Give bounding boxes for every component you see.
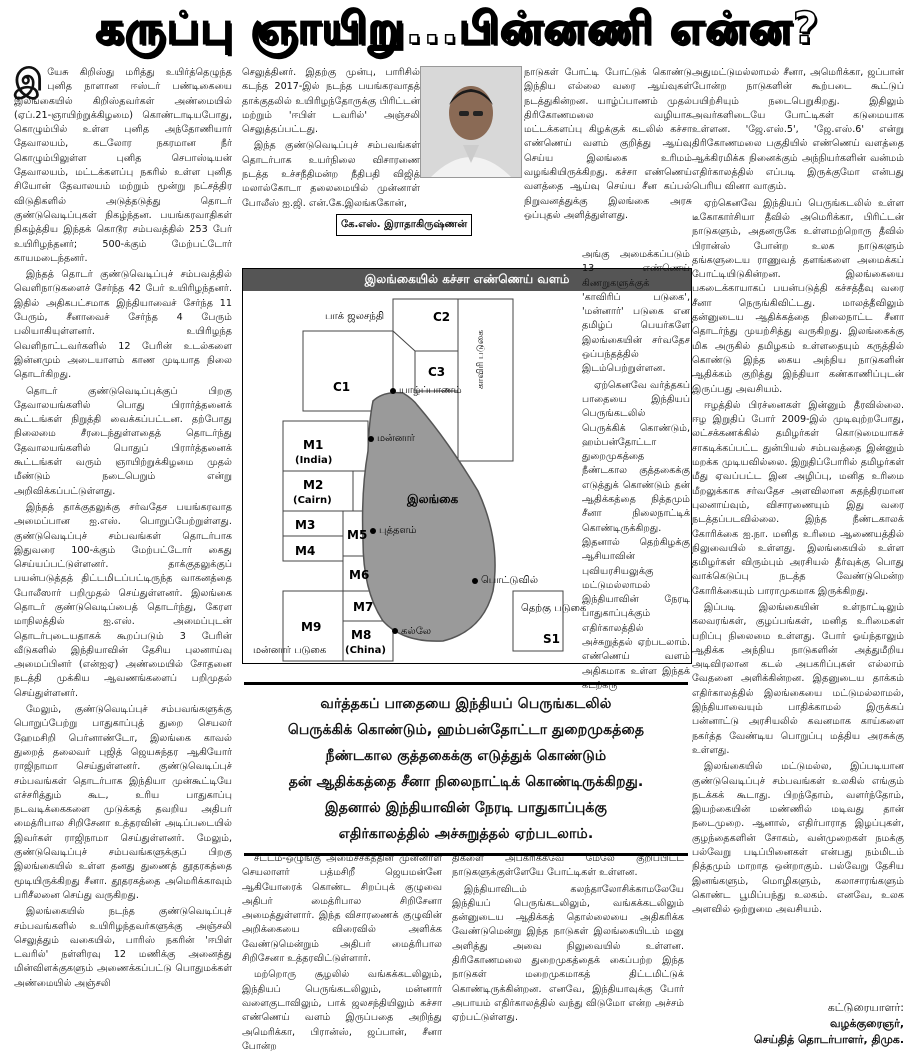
pull-quote-line: வர்த்தகப் பாதையை இந்தியப் பெருங்கடலில்: [320, 696, 612, 712]
label-mannar: மன்னார்: [377, 433, 415, 444]
author-name: கே.எஸ். இராதாகிருஷ்ணன்: [336, 214, 472, 236]
label-m7: M7: [353, 600, 374, 614]
article-column-4: [692, 66, 904, 996]
jaffna-marker: [390, 388, 396, 394]
author-signature: [692, 1000, 904, 1048]
article-column-bottom-left: [242, 852, 442, 1052]
paragraph: இந்தத் தாக்குதலுக்கு சர்வதேச பயங்கரவாத அமைப்பான ஐ.எஸ். பொறுப்பேற்றுள்ளது. குண்டுவெடிப்புச் சம்பவங்கள் தொடர்பாக இதுவரை 100-க்கும் மேற்பட்டோர் கைது செய்யப்பட்டுள்ளனர். தாக்குதலுக்குப் பயன்படுத்தத் திட்டமிடப்பட்டிருந்த வாகனத்தை போலீஸார் பறிமுதல் செய்துள்ளனர். இலங்கை தொடர் குண்டுவெடிப்பைத் தொடர்ந்து, கேரள மாநிலத்தில் ஐ.எஸ். அமைப்புடன் தொடர்புடையதாகக் கூறப்படும் 3 பேரின் வீடுகளில் இந்தியாவின் தேசிய புலனாய்வு அமைப்பினர் (என்ஐஏ) அண்மையில் சோதனை நடத்தி முக்கிய ஆவணங்களைப் பறிமுதல் செய்துள்ளனர்.: [14, 501, 232, 699]
puttalam-marker: [370, 528, 376, 534]
label-m5: M5: [347, 528, 368, 542]
galle-marker: [392, 628, 398, 634]
paragraph: நாடுகள் போட்டி போட்டுக் கொண்டு இந்திய எல்லை வரை ஆய்வுகள் நடத்துகின்றன. யாழ்ப்பாணம் முதல் திரிகோணமலை வழியாக மட்டக்களப்பு கிழக்குக் கடலில் கச்சா எண்ணெய் வளம் குறித்து ஆய்வு செய்ய இலங்கை உரிமம் வழங்கியிருக்கிறது. கச்சா எண்ணெய் வளத்தை ஆய்வு செய்ய சீன கப்பல் நிறுவனத்துக்கு இலங்கை அரசு ஒப்புதல் அளித்துள்ளது.: [524, 67, 692, 221]
label-m8-sub: (China): [345, 645, 386, 656]
signature-role: செய்தித் தொடர்பாளர், திமுக.: [753, 1033, 904, 1046]
map-title: இலங்கையில் கச்சா எண்ணெய் வளம்: [243, 269, 691, 291]
paragraph: இந்தத் தொடர் குண்டுவெடிப்புச் சம்பவத்தில் வெளிநாடுகளைச் சேர்ந்த 42 பேர் உயிரிழந்தனர். இதில் அதிகபட்சமாக இந்தியாவைச் சேர்ந்த 11 பேரும், சீனாவைச் சேர்ந்த 4 பேரும் பலியாகியுள்ளனர். உயிரிழந்த வெளிநாட்டவர்களில் 12 பேரின் உடல்களை இன்னமும் அடையாளம் காண முடியாத நிலை தொடர்கிறது.: [14, 269, 232, 381]
paragraph: ஈழத்தில் பிரச்னைகள் இன்னும் தீரவில்லை. ஈழ இறுதிப் போர் 2009-இல் முடிவுற்றபோது, லட்சக்கணக்கில் தமிழர்கள் கொடுமையாகச் சாகடிக்கப்பட்ட துன்பியல் சம்பவத்தை இன்னும் மறக்க முடியவில்லை. இறுதிப்போரில் தமிழர்கள் மீது ஏவப்பட்ட இன அழிப்பு, மனித உரிமை மீறலுக்காக சர்வதேச அளவிலான சுதந்திரமான புலனாய்வும், விசாரணையும் இது வரை நடத்தப்படவில்லை. இந்த நீண்டகாலக் கோரிக்கை ஐ.நா. மனித உரிமை ஆணையத்தில் நிலுவையில் உள்ளது. இலங்கையில் உள்ள தமிழர்கள் விரும்பும் அரசியல் தீர்வுக்கு பொது வாக்கெடுப்பு நடத்த வேண்டுமென்ற கோரிக்கையும் பாராமுகமாக இருக்கிறது.: [692, 399, 904, 597]
label-c1: C1: [333, 380, 351, 394]
label-m2-sub: (Cairn): [293, 495, 332, 506]
paragraph: அதுமட்டுமல்லாமல் சீனா, அமெரிக்கா, ஜப்பான் போன்ற நாடுகளின் கூற்படை கூட்டுப் பயிற்சியும் நடைபெறுகிறது. இதிலும் அவர்களிடையே போட்டிகள் கடுமையாக உள்ளன. 'ஜே.எஸ்.5', 'ஜே.எஸ்.6' என்று திரிகோணமலை பகுதியில் எண்ணெய் வளத்தை ஆக்கிரமிக்க நினைக்கும் அந்நியர்களின் வன்மம் எதிர்காலத்தில் எப்படி இருக்குமோ என்பது பெரிய வினா வாகும்.: [692, 67, 904, 193]
label-pottuvil: பொட்டுவில்: [481, 575, 539, 586]
paragraph: இந்தியாவிடம் கலந்தாலோசிக்காமலேயே இந்தியப் பெருங்கடலிலும், வங்கக்கடலிலும் தன்னுடைய ஆதிக்கத் தொல்லையை அதிகரிக்க வேண்டுமென்று இந்த நாடுகள் இலங்கையிடம் மனு அளித்து அவை நிலுவையில் உள்ளன. திரிகோணமலை துறைமுகத்தைக் கைப்பற்ற இந்த நாடுகள் மறைமுகமாகத் திட்டமிட்டுக் கொண்டிருக்கின்றன. எனவே, இந்தியாவுக்கு போர் அபாயம் எதிர்காலத்தில் வந்து விடுமோ என்ற அச்சம் ஏற்பட்டுள்ளது.: [452, 883, 684, 1024]
paragraph: ஏற்கெனவே வர்த்தகப் பாதையை இந்தியப் பெருங்கடலில் பெருக்கிக் கொண்டும், ஹம்பன்தோட்டா துறைமுகத்தை நீண்டகால குத்தகைக்கு எடுத்துக் கொண்டும் தன் ஆதிக்கத்தை நித்தமும் சீனா நிலைநாட்டிக் கொண்டிருக்கிறது. இதனால் தெற்கிழக்கு ஆசியாவின் புவியரசியலுக்கு மட்டுமல்லாமல் இந்தியாவின் நேரடி பாதுகாப்புக்கும் எதிர்காலத்தில் அச்சுறுத்தல் ஏற்படலாம். எண்ணெய் வளம் அதிகமாக உள்ள இந்தக் கடற்கரு: [582, 379, 690, 691]
pottuvil-marker: [472, 578, 478, 584]
label-sri-lanka: இலங்கை: [407, 492, 459, 506]
label-jaffna: யாழ்ப்பாணம்: [399, 385, 462, 396]
pull-quote-line: தன் ஆதிக்கத்தை சீனா நிலைநாட்டிக் கொண்டிருக்கிறது.: [288, 774, 644, 790]
paragraph: திகளை அபகரிக்கவே மேலே குறிப்பிட்ட நாடுகளுக்குள்ளேயே போட்டிகள் உள்ளன.: [452, 853, 684, 879]
article-column-3-top: [524, 66, 692, 241]
paragraph: இந்த குண்டுவெடிப்புச் சம்பவங்கள் தொடர்பாக உயர்நிலை விசாரணை நடத்த உச்சநீதிமன்ற நீதிபதி விஜித் மலால்கோடா தலைமையில் முன்னாள் போலீஸ் ஐ.ஜி. என்.கே.இலங்ககோன்,: [242, 140, 420, 209]
paragraph: மேலும், குண்டுவெடிப்புச் சம்பவங்களுக்கு பொறுப்பேற்று பாதுகாப்புத் துறை செயலர் ஹேமசிறி பெர்னாண்டோ, இலங்கை காவல் துறைத் தலைவர் புஜித் ஜெயசுந்தர ஆகியோர் ராஜிநாமா செய்துள்ளனர். குண்டுவெடிப்புச் சம்பவங்கள் தொடர்பாக இந்தியா முன்கூட்டியே எச்சரித்தும் கூட, உரிய பாதுகாப்பு நடவடிக்கைகளை முடுக்கத் தவறிய அதிபர் மைத்ரிபால சிறிசேனா உத்தரவின் அடிப்படையில் இவர்கள் ராஜிநாமா செய்துள்ளனர். மேலும், குண்டுவெடிப்புச் சம்பவங்களுக்குப் பிறகு இலங்கையில் உள்ள தனது துணைத் தூதரகத்தை மூடியிருக்கிறது சீனா. தூதரகத்தை அமெரிக்காவும் பரிசீலனை செய்து வருகிறது.: [14, 704, 232, 901]
mannar-marker: [368, 436, 374, 442]
paragraph: அங்கு அமைக்கப்படும் 13 எண்ணெய் கிணறுகளுக்குக் 'காவிரிப் படுகை', 'மன்னார்' படுகை என தமிழ்ப் பெயர்களே இலங்கையின் சர்வதேச ஒப்பந்தத்தில் இடம்பெற்றுள்ளன.: [582, 249, 690, 375]
article-column-2: [242, 66, 420, 302]
headline-text: கருப்பு ஞாயிறு...பின்னணி என்ன?: [95, 2, 820, 54]
paragraph: இப்படி இலங்கையின் உள்நாட்டிலும் கலவரங்கள், குழப்பங்கள், மனித உரிமைகள் பறிப்பு நிலைமை உள்ளது. போர் ஓய்ந்தாலும் ஆதிக்க அந்நிய நாடுகளின் அத்துமீறிய அடிவிரலான கடல் அபகரிப்புகள் எல்லாம் வேதனை அளிக்கின்றன. இதனுடைய தாக்கம் எதிர்காலத்தில் இலங்கையை மட்டுமல்லாமல், இந்தியாவையும் பாதிக்காமல் இருக்கப் பன்னாட்டு அரசியலில் கவனமாக காய்களை நகர்த்த வேண்டிய பொறுப்பு மத்திய அரசுக்கு உள்ளது.: [692, 601, 904, 756]
article-column-1: [14, 63, 232, 1036]
label-palk-strait: பாக் ஜலசந்தி: [325, 311, 385, 322]
article-column-3: [582, 248, 690, 691]
article-column-bottom-right: [452, 852, 684, 1042]
headline: [0, 0, 915, 62]
paragraph: செலுத்தினர். இதற்கு முன்பு, பாரிசில் கடந்த 2017-இல் நடந்த பயங்கரவாதத் தாக்குதலில் உயிரிழந்தோருக்கு பிரிட்டன் மற்றும் 'ஈபிள் டவரில்' அஞ்சலி செலுத்தப்பட்டது.: [242, 67, 420, 136]
pull-quote-line: எதிர்காலத்தில் அச்சுறுத்தல் ஏற்படலாம்.: [338, 826, 594, 842]
label-m9: M9: [301, 620, 322, 634]
paragraph: ஏற்கெனவே இந்தியப் பெருங்கடலில் உள்ள டீகோகார்சியா தீவில் அமெரிக்கா, பிரிட்டன் நாடுகளும், அதனருகே உள்ளமற்றொரு தீவில் பிரான்ஸ் போன்ற உலக நாடுகளும் தங்களுடைய ராணுவத் தளங்களை அமைக்கப் போட்டியிடுகின்றன. இலங்கையை பகடைக்காயாகப் பயன்படுத்தி கச்சத்தீவு வரை சீனா நெருங்கிவிட்டது. மாலத்தீவிலும் தன்னுடைய ஆதிக்கத்தை நிலைநாட்ட சீனா தொடர்ந்து முயற்சித்து வருகிறது. இலங்கைக்கு மிக அருகில் தமிழகம் உள்ளதையும் கருத்தில் கொண்டு இந்த கைய அந்நிய நாடுகளின் ஆதிக்கம் குறித்து இந்தியா கண்காணிப்புடன் இருப்பது அவசியம்.: [692, 197, 904, 395]
label-m4: M4: [295, 544, 316, 558]
paragraph: தொடர் குண்டுவெடிப்புக்குப் பிறகு தேவாலயங்களில் பொது பிரார்த்தனைக் கூட்டங்கள் நிறுத்தி வைக்கப்பட்டன. தற்போது நிலைமை சீரடைந்துள்ளதைத் தொடர்ந்து தேவாலயங்களில் பொதுப் பிரார்த்தனைக் கூட்டங்கள் வரும் ஞாயிற்றுக்கிழமை முதல் மீண்டும் நடைபெறும் என்று அறிவிக்கப்பட்டுள்ளது.: [14, 385, 232, 497]
drop-cap: இ: [14, 63, 44, 98]
author-photo-illustration: [421, 67, 521, 177]
label-m8: M8: [351, 628, 372, 642]
label-m6: M6: [349, 568, 370, 582]
label-m3: M3: [295, 518, 316, 532]
label-mannar-basin: மன்னார் படுகை: [253, 645, 327, 656]
pull-quote-line: நீண்டகால குத்தகைக்கு எடுத்துக் கொண்டும்: [325, 748, 607, 764]
pull-quote: [244, 682, 688, 856]
paragraph-text: யேசு கிறிஸ்து மரித்து உயிர்த்தெழுந்த புனித நாளான ஈஸ்டர் பண்டிகையை இலங்கையில் கிறிஸ்தவர்கள் அண்மையில் (ஏப்.21-ஞாயிற்றுக்கிழமை) கொண்டாடியபோது, கொழும்பில் உள்ள புனித அந்தோணியார் தேவாலயம், கடலோர நகரமான நீர் கொழும்பிலுள்ள புனித செபாஸ்டியன் தேவாலயம், மட்டக்களப்பு நகரில் உள்ள புனித சியோன் தேவாலயம் மற்றும் மூன்று நட்சத்திர விடுதிகளில் அடுத்தடுத்து தொடர் குண்டுவெடிப்புகள் நிகழ்ந்தன. பயங்கரவாதிகள் நிகழ்த்திய இந்தக் கொடூர சம்பவத்தில் 253 பேர் உயிரிழந்தனர்; 500-க்கும் மேற்பட்டோர் காயமடைந்தனர்.: [14, 67, 232, 264]
signature-label: கட்டுரையாளர்:: [827, 1001, 904, 1014]
signature-role: வழக்குரைஞர்,: [830, 1017, 904, 1030]
label-galle: கல்லே: [401, 626, 432, 637]
pull-quote-line: பெருக்கிக் கொண்டும், ஹம்பன்தோட்டா துறைமுகத்தை: [287, 722, 645, 738]
label-kaveri-basin: காவிரி படுகை: [476, 329, 486, 389]
label-s1: S1: [543, 632, 560, 646]
author-photo: [420, 66, 522, 178]
paragraph: இலங்கையில் மட்டுமல்ல, இப்படியான குண்டுவெடிப்புச் சம்பவங்கள் உலகில் எங்கும் நடக்கக் கூடாது. பிறந்தோம், வளர்ந்தோம், இயற்கையின் மண்ணில் மடிவது தான் நடைமுறை. ஆனால், எதிர்பாராத இழப்புகள், குழந்தைகளின் சோகம், வன்முறைகள் நமக்கு பல்வேறு படிப்பினைகள் என்பது நம்மிடம் நித்தமும் மாறாத ஒன்றாகும். பல்வேறு தேசிய இனங்களும், மொழிகளும், கலாசாரங்களும் கொண்ட பூமிப்பந்து உலகம். எனவே, உலக அளவில் ஒற்றுமை அவசியம்.: [692, 761, 904, 916]
label-south-basin: தெற்கு படுகை: [521, 603, 587, 614]
paragraph: இலங்கையில் நடந்த குண்டுவெடிப்புச் சம்பவங்களில் உயிரிழந்தவர்களுக்கு அஞ்சலி செலுத்தும் வகையில், பாரிஸ் நகரின் 'ஈபிள் டவரில்' நள்ளிரவு 12 மணிக்கு அனைத்து மின்விளக்குகளும் அணைக்கப்பட்டு பொதுமக்கள் அண்மையில் அஞ்சலி: [14, 906, 232, 989]
label-c3: C3: [428, 365, 446, 379]
paragraph: மற்றொரு சூழலில் வங்கக்கடலிலும், இந்தியப் பெருங்கடலிலும், மன்னார் வளைகுடாவிலும், பாக் ஜலசந்தியிலும் கச்சா எண்ணெய் வளம் இருப்பதை அறிந்து அமெரிக்கா, பிரான்ஸ், ஜப்பான், சீனா போன்ற: [242, 969, 442, 1052]
paragraph: [14, 63, 232, 266]
label-m1: M1: [303, 438, 324, 452]
pull-quote-line: இதனால் இந்தியாவின் நேரடி பாதுகாப்புக்கு: [324, 800, 608, 816]
paragraph: சட்டம்-ஒழுங்கு அமைச்சகத்தின் முன்னாள் செயலாளர் பத்மசிறீ ஜெயமன்னே ஆகியோரைக் கொண்ட சிறப்புக் குழுவை அதிபர் மைத்ரிபால சிறிசேனா அமைத்துள்ளார். இந்த விசாரணைக் குழுவின் அறிக்கையை விரைவில் அளிக்க வேண்டுமென்றும் அதிபர் மைத்ரிபால சிறிசேனா உத்தரவிட்டுள்ளார்.: [242, 853, 442, 965]
label-puttalam: புத்தளம்: [379, 525, 417, 536]
label-m2: M2: [303, 478, 324, 492]
label-m1-sub: (India): [295, 455, 333, 466]
label-c2: C2: [433, 310, 451, 324]
